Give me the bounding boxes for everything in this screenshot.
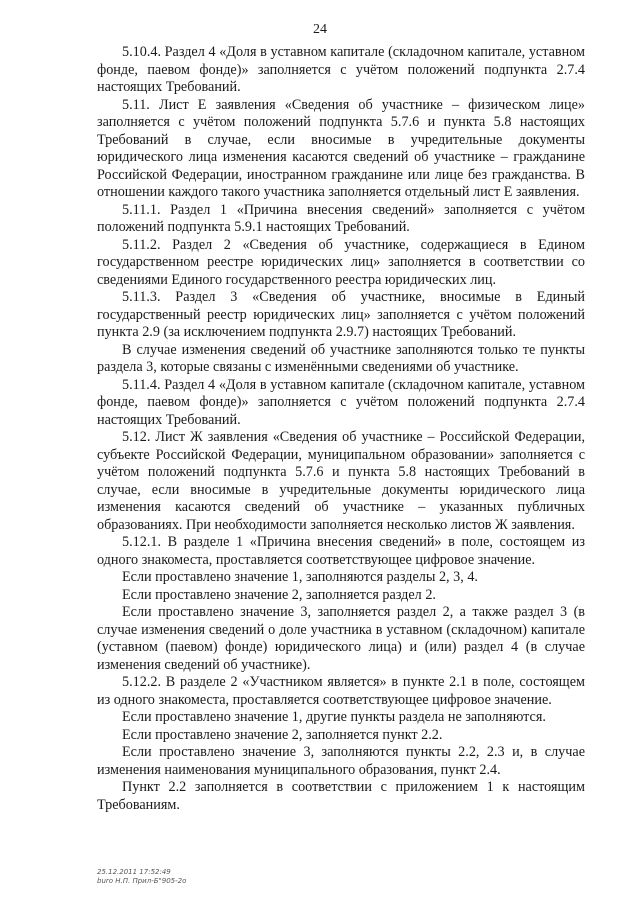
paragraph-5-11: 5.11. Лист Е заявления «Сведения об участнике – физическом лице» заполняется с учётом положений подпункта 5.7.6 и пункта 5.8 настоящих Требований в случае, если вносимые в учредительные документы юридического лица изменения касаются сведений об участнике – гражданине Российской Федерации, иностранном гражданине или лице без гражданства. В отношении каждого такого участника заполняется отдельный лист Е заявления. xyxy=(97,96,585,200)
paragraph-5-11-3-note: В случае изменения сведений об участнике заполняются только те пункты раздела 3, которые связаны с изменёнными сведениями об участнике. xyxy=(97,341,585,375)
paragraph-5-11-1: 5.11.1. Раздел 1 «Причина внесения сведений» заполняется с учётом положений подпункта 5.9.1 настоящих Требований. xyxy=(97,201,585,235)
paragraph-value-2: Если проставлено значение 2, заполняется раздел 2. xyxy=(122,586,436,603)
paragraph-5-12-2: 5.12.2. В разделе 2 «Участником является» в пункте 2.1 в поле, состоящем из одного знакоместа, проставляется соответствующее цифровое значение. xyxy=(97,674,585,708)
paragraph-5-12: 5.12. Лист Ж заявления «Сведения об участнике – Российской Федерации, субъекте Российской Федерации, муниципальном образовании» заполняется с учётом положений подпункта 5.7.6 и пункта 5.8 настоящих Требований в случае, если вносимые в учредительные документы юридического лица изменения касаются сведений об участнике – указанных публичных образованиях. При необходимости заполняется несколько листов Ж заявления. xyxy=(97,429,585,533)
paragraph-value-3: Если проставлено значение 3, заполняется раздел 2, а также раздел 3 (в случае изменения сведений о доле участника в уставном (складочном) капитале (уставном (паевом) фонде) юридического лица) и (или) раздел 4 (в случае изменения сведений об участнике). xyxy=(97,604,585,673)
footer-file-ref: buro Н.П. Прил-Б"905-2о xyxy=(97,877,187,885)
paragraph-5-11-2: 5.11.2. Раздел 2 «Сведения об участнике, содержащиеся в Едином государственном реестре юридических лиц» заполняется в соответствии со сведениями Единого государственного реестра юридических лиц. xyxy=(97,236,585,288)
page-number: 24 xyxy=(313,22,327,37)
paragraph-point-2-2: Пункт 2.2 заполняется в соответствии с приложением 1 к настоящим Требованиям. xyxy=(97,779,585,813)
paragraph-2-value-2: Если проставлено значение 2, заполняется пункт 2.2. xyxy=(122,726,443,743)
footer-timestamp: 25.12.2011 17:52:49 xyxy=(97,868,171,876)
paragraph-5-12-1: 5.12.1. В разделе 1 «Причина внесения сведений» в поле, состоящем из одного знакоместа, проставляется соответствующее цифровое значение. xyxy=(97,534,585,568)
paragraph-5-10-4: 5.10.4. Раздел 4 «Доля в уставном капитале (складочном капитале, уставном фонде, паевом фонде)» заполняется с учётом положений подпункта 2.7.4 настоящих Требований. xyxy=(97,44,585,95)
paragraph-5-11-4: 5.11.4. Раздел 4 «Доля в уставном капитале (складочном капитале, уставном фонде, паевом фонде)» заполняется с учётом положений подпункта 2.7.4 настоящих Требований. xyxy=(97,376,585,428)
paragraph-value-1: Если проставлено значение 1, заполняются разделы 2, 3, 4. xyxy=(122,569,478,585)
document-body xyxy=(97,44,585,814)
paragraph-2-value-3: Если проставлено значение 3, заполняются пункты 2.2, 2.3 и, в случае изменения наименования муниципального образования, пункт 2.4. xyxy=(97,744,585,778)
footer-stamp xyxy=(97,868,186,886)
paragraph-5-11-3: 5.11.3. Раздел 3 «Сведения об участнике, вносимые в Единый государственный реестр юридических лиц» заполняется с учётом положений пункта 2.9 (за исключением подпункта 2.9.7) настоящих Требований. xyxy=(97,289,585,340)
paragraph-2-value-1: Если проставлено значение 1, другие пункты раздела не заполняются. xyxy=(122,709,546,725)
